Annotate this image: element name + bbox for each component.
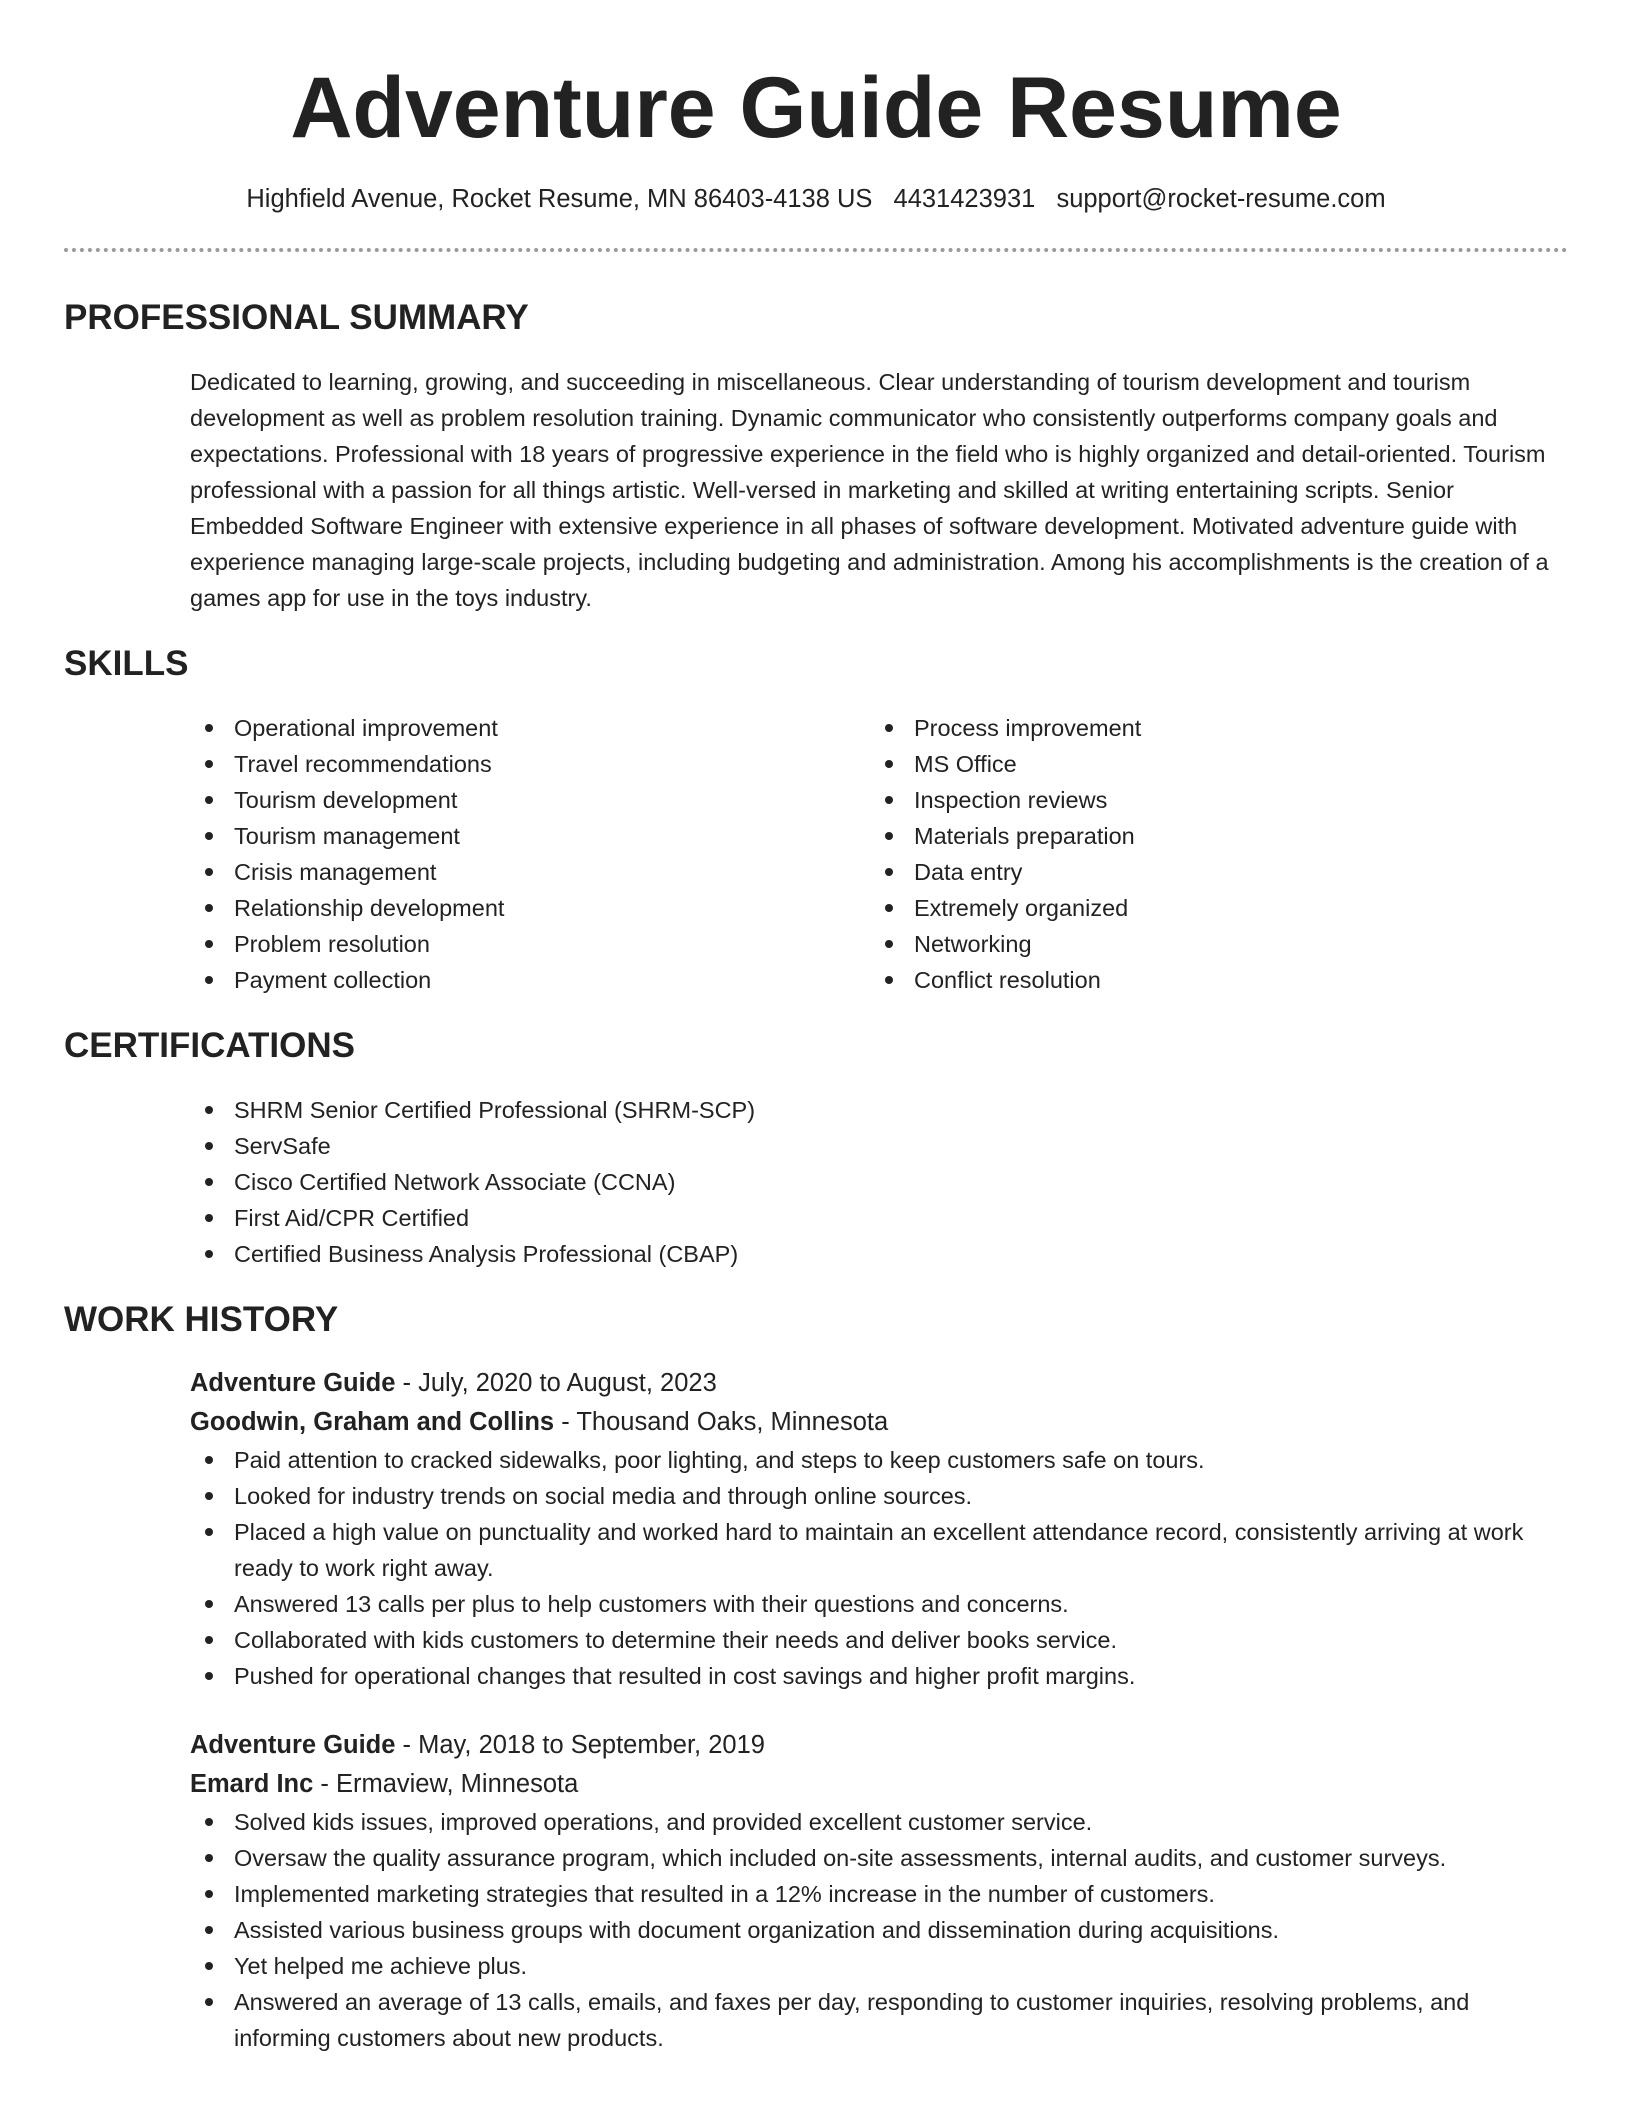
skills-column-left (190, 710, 870, 998)
job-bullet: Looked for industry trends on social media and through online sources. (190, 1478, 1568, 1514)
skills-list-left (190, 710, 870, 998)
resume-page (64, 0, 1568, 2056)
job-bullets (190, 1442, 1568, 1694)
header-divider (64, 248, 1568, 252)
skill-item: Data entry (870, 854, 1550, 890)
certification-item: Cisco Certified Network Associate (CCNA) (190, 1164, 1568, 1200)
summary-section (64, 296, 1568, 616)
certification-item: ServSafe (190, 1128, 1568, 1164)
certification-item: First Aid/CPR Certified (190, 1200, 1568, 1236)
job-bullet: Assisted various business groups with document organization and dissemination during acquisitions. (190, 1912, 1568, 1948)
job-location: - Ermaview, Minnesota (313, 1770, 579, 1798)
skill-item: Extremely organized (870, 890, 1550, 926)
skills-grid (190, 710, 1568, 998)
certifications-section (64, 1024, 1568, 1272)
job-bullet: Collaborated with kids customers to determine their needs and deliver books service. (190, 1622, 1568, 1658)
certification-item: Certified Business Analysis Professional (CBAP) (190, 1236, 1568, 1272)
skills-column-right (870, 710, 1550, 998)
certifications-body (190, 1092, 1568, 1272)
certifications-list (190, 1092, 1568, 1272)
job-bullet: Yet helped me achieve plus. (190, 1948, 1568, 1984)
skill-item: Operational improvement (190, 710, 870, 746)
skill-item: Materials preparation (870, 818, 1550, 854)
resume-title: Adventure Guide Resume (290, 60, 1342, 156)
skill-item: Networking (870, 926, 1550, 962)
job-company: Goodwin, Graham and Collins (190, 1408, 555, 1436)
job-entry (190, 1726, 1568, 2056)
job-dates: - July, 2020 to August, 2023 (395, 1369, 717, 1397)
work-history-section (64, 1298, 1568, 2056)
certifications-heading: CERTIFICATIONS (64, 1026, 356, 1065)
skill-item: Tourism development (190, 782, 870, 818)
contact-phone: 4431423931 (893, 185, 1036, 213)
job-bullet: Pushed for operational changes that resulted in cost savings and higher profit margins. (190, 1658, 1568, 1694)
job-bullet: Answered 13 calls per plus to help customers with their questions and concerns. (190, 1586, 1568, 1622)
skill-item: Payment collection (190, 962, 870, 998)
job-location: - Thousand Oaks, Minnesota (554, 1408, 889, 1436)
skill-item: Process improvement (870, 710, 1550, 746)
job-bullet: Placed a high value on punctuality and worked hard to maintain an excellent attendance record, consistently arriving at work ready to work right away. (190, 1514, 1568, 1586)
skills-heading: SKILLS (64, 644, 189, 683)
job-bullet: Paid attention to cracked sidewalks, poor lighting, and steps to keep customers safe on tours. (190, 1442, 1568, 1478)
summary-heading: PROFESSIONAL SUMMARY (64, 298, 529, 337)
job-bullet: Solved kids issues, improved operations, and provided excellent customer service. (190, 1804, 1568, 1840)
skill-item: Tourism management (190, 818, 870, 854)
job-bullet: Answered an average of 13 calls, emails, and faxes per day, responding to customer inquiries, resolving problems, and informing customers about new products. (190, 1984, 1568, 2056)
skill-item: Travel recommendations (190, 746, 870, 782)
skill-item: Problem resolution (190, 926, 870, 962)
contact-line (64, 182, 1568, 216)
contact-email: support@rocket-resume.com (1056, 185, 1386, 213)
skill-item: Crisis management (190, 854, 870, 890)
skills-section (64, 642, 1568, 998)
certification-item: SHRM Senior Certified Professional (SHRM-SCP) (190, 1092, 1568, 1128)
skills-list-right (870, 710, 1550, 998)
job-title-line (190, 1726, 1568, 1765)
contact-address: Highfield Avenue, Rocket Resume, MN 86403-4138 US (246, 185, 873, 213)
job-bullet: Implemented marketing strategies that resulted in a 12% increase in the number of customers. (190, 1876, 1568, 1912)
skill-item: Relationship development (190, 890, 870, 926)
job-company: Emard Inc (190, 1770, 314, 1798)
work-history-heading: WORK HISTORY (64, 1300, 339, 1339)
job-title: Adventure Guide (190, 1369, 396, 1397)
job-company-line (190, 1765, 1568, 1804)
job-dates: - May, 2018 to September, 2019 (395, 1731, 765, 1759)
job-title: Adventure Guide (190, 1731, 396, 1759)
job-title-line (190, 1364, 1568, 1403)
job-bullet: Oversaw the quality assurance program, which included on-site assessments, internal audits, and customer surveys. (190, 1840, 1568, 1876)
summary-body (190, 364, 1568, 616)
job-entry (190, 1364, 1568, 1694)
job-company-line (190, 1403, 1568, 1442)
job-bullets (190, 1804, 1568, 2056)
skill-item: MS Office (870, 746, 1550, 782)
skill-item: Inspection reviews (870, 782, 1550, 818)
skill-item: Conflict resolution (870, 962, 1550, 998)
summary-text: Dedicated to learning, growing, and succeeding in miscellaneous. Clear understanding of tourism development and tourism development as well as problem resolution training. Dynamic communicator who consistently outperforms company goals and expectations. Professional with 18 years of progressive experience in the field who is highly organized and detail-oriented. Tourism professional with a passion for all things artistic. Well-versed in marketing and skilled at writing entertaining scripts. Senior Embedded Software Engineer with extensive experience in all phases of software development. Motivated adventure guide with experience managing large-scale projects, including budgeting and administration. Among his accomplishments is the creation of a games app for use in the toys industry. (190, 369, 1549, 611)
